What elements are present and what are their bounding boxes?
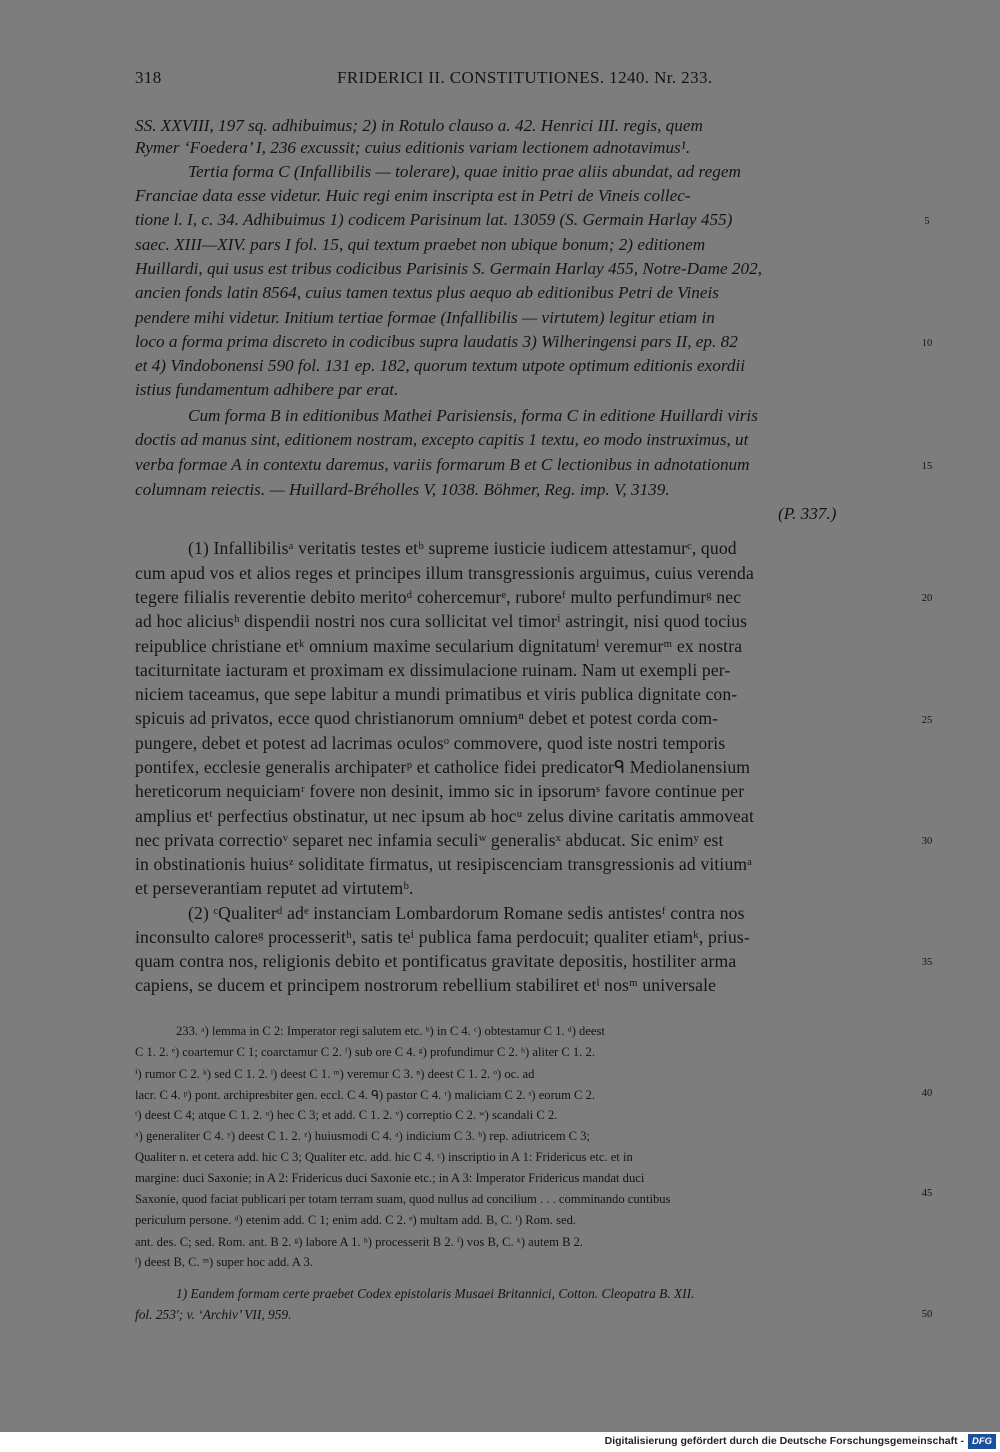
intro-line: verba formae A in contextu daremus, variis formarum B et C lectionibus in adnotationum <box>135 455 750 474</box>
main-line: spicuis ad privatos, ecce quod christianorum omniumⁿ debet et potest corda com- <box>135 708 719 728</box>
apparatus-line: Qualiter n. et cetera add. hic C 3; Qualiter etc. add. hic C 4. ᶜ) inscriptio in A 1: Fridericus etc. et in <box>135 1150 633 1164</box>
main-line: tegere filialis reverentie debito meritoᵈ cohercemurᵉ, ruboreᶠ multo perfundimurᵍ nec <box>135 587 742 607</box>
intro-line: tione l. I, c. 34. Adhibuimus 1) codicem Parisinum lat. 13059 (S. Germain Harlay 455) <box>135 210 733 229</box>
apparatus-line: ˣ) generaliter C 4. ʸ) deest C 1. 2. ᶻ) huiusmodi C 4. ᵃ) indicium C 3. ᵇ) rep. adiutricem C 3; <box>135 1129 591 1143</box>
intro-line: ancien fonds latin 8564, cuius tamen textus plus aequo ab editionibus Petri de Vineis <box>135 283 719 302</box>
intro-line: et 4) Vindobonensi 590 fol. 131 ep. 182, quorum textum utpote optimum editionis exordii <box>135 356 746 375</box>
main-line: cum apud vos et alios reges et principes illum transgressionis arguimus, cuius verenda <box>135 563 754 583</box>
intro-line: Tertia forma C (Infallibilis — tolerare), quae initio prae aliis abundat, ad regem <box>188 162 741 181</box>
line-number: 50 <box>921 1309 933 1320</box>
main-line: nec privata correctioᵛ separet nec infamia seculiʷ generalisˣ abducat. Sic enimʸ est <box>135 830 724 850</box>
apparatus-line: C 1. 2. ᵉ) coartemur C 1; coarctamur C 2. ᶠ) sub ore C 4. ᵍ) profundimur C 2. ʰ) aliter C 1. 2. <box>135 1045 595 1059</box>
apparatus-line: ⁱ) rumor C 2. ᵏ) sed C 1. 2. ˡ) deest C 1. ᵐ) veremur C 3. ⁿ) deest C 1. 2. ᵒ) oc. ad <box>135 1067 535 1081</box>
intro-line: Rymer ‘Foedera’ I, 236 excussit; cuius editionis variam lectionem adnotavimus¹. <box>135 138 691 157</box>
main-line: ad hoc aliciusʰ dispendii nostri nos cura sollicitat vel timorⁱ astringit, nisi quod tocius <box>135 611 748 631</box>
line-number: 20 <box>921 593 933 604</box>
main-line: niciem taceamus, que sepe labitur a mundi primatibus et viris publica dignitate con- <box>135 684 738 704</box>
line-number: 35 <box>921 957 933 968</box>
apparatus-line: periculum persone. ᵈ) etenim add. C 1; enim add. C 2. ᵉ) multam add. B, C. ᶠ) Rom. sed. <box>135 1213 577 1227</box>
main-line: inconsulto caloreᵍ processeritʰ, satis teⁱ publica fama perdocuit; qualiter etiamᵏ, prius- <box>135 927 750 947</box>
apparatus-line: ᵗ) deest C 4; atque C 1. 2. ᵘ) hec C 3; et add. C 1. 2. ᵛ) correptio C 2. ʷ) scandali C 2. <box>135 1108 558 1122</box>
intro-line: Huillardi, qui usus est tribus codicibus Parisinis S. Germain Harlay 455, Notre-Dame 202, <box>135 259 763 278</box>
footer-bar <box>0 1432 1000 1452</box>
main-line: et perseverantiam reputet ad virtutemᵇ. <box>135 878 414 898</box>
line-number: 45 <box>921 1188 933 1199</box>
apparatus-line: ant. des. C; sed. Rom. ant. B 2. ᵍ) labore A 1. ʰ) processerit B 2. ⁱ) vos B, C. ᵏ) autem B 2. <box>135 1235 584 1249</box>
page-number: 318 <box>135 68 162 87</box>
apparatus-line: margine: duci Saxonie; in A 2: Fridericus duci Saxonie etc.; in A 3: Imperator Fridericus mandat duci <box>135 1171 645 1185</box>
main-line: in obstinationis huiusᶻ soliditate firmatus, ut resipiscenciam transgressionis ad vitiumᵃ <box>135 854 753 874</box>
main-line: amplius etᵗ perfectius obstinatur, ut nec ipsum ab hocᵘ zelus divine caritatis ammoveat <box>135 806 755 826</box>
running-title: FRIDERICI II. CONSTITUTIONES. 1240. Nr. 233. <box>337 68 713 87</box>
main-line: pontifex, ecclesie generalis archipaterᵖ et catholice fidei predicatorᑫ Mediolanensium <box>135 757 751 777</box>
intro-line: Franciae data esse videtur. Huic regi enim inscripta est in Petri de Vineis collec- <box>135 186 691 205</box>
main-line: reipublice christiane etᵏ omnium maxime secularium dignitatumˡ veremurᵐ ex nostra <box>135 636 743 656</box>
intro-line: saec. XIII—XIV. pars I fol. 15, qui textum praebet non ubique bonum; 2) editionem <box>135 235 706 254</box>
intro-line: (P. 337.) <box>778 504 837 523</box>
main-line: taciturnitate iacturam et proximam ex dissimulacione ruinam. Nam ut exempli per- <box>135 660 731 680</box>
footnote-line: 1) Eandem formam certe praebet Codex epistolaris Musaei Britannici, Cotton. Cleopatra B. XII. <box>176 1286 695 1301</box>
intro-line: pendere mihi videtur. Initium tertiae formae (Infallibilis — virtutem) legitur etiam in <box>135 308 715 327</box>
line-number: 40 <box>921 1088 933 1099</box>
main-line: (1) Infallibilisᵃ veritatis testes etᵇ supreme iusticie iudicem attestamurᶜ, quod <box>188 538 737 558</box>
apparatus-line: Saxonie, quod faciat publicari per totam terram suam, quod nullus ad concilium . . . comminando cuntibus <box>135 1192 671 1206</box>
intro-line: istius fundamentum adhibere par erat. <box>135 380 399 399</box>
main-line: pungere, debet et potest ad lacrimas oculosᵒ commovere, quod iste nostri temporis <box>135 733 726 753</box>
footnote-line: fol. 253'; v. ‘Archiv’ VII, 959. <box>135 1307 292 1322</box>
line-number: 5 <box>924 216 930 227</box>
intro-line: doctis ad manus sint, editionem nostram, excepto capitis 1 textu, eo modo instruximus, ut <box>135 430 749 449</box>
main-line: capiens, se ducem et principem nostrorum rebellium stabiliret etˡ nosᵐ universale <box>135 975 717 995</box>
main-line: hereticorum nequiciamʳ fovere non desinit, immo sic in ipsorumˢ favore continue per <box>135 781 745 801</box>
line-number: 15 <box>921 461 933 472</box>
intro-line: Cum forma B in editionibus Mathei Parisiensis, forma C in editione Huillardi viris <box>188 406 758 425</box>
line-number: 30 <box>921 836 933 847</box>
main-line: (2) ᶜQualiterᵈ adᵉ instanciam Lombardorum Romane sedis antistesᶠ contra nos <box>188 903 745 923</box>
funding-credit: Digitalisierung gefördert durch die Deutsche Forschungsgemeinschaft - <box>604 1435 964 1447</box>
apparatus-line: 233. ᵃ) lemma in C 2: Imperator regi salutem etc. ᵇ) in C 4. ᶜ) obtestamur C 1. ᵈ) deest <box>176 1024 605 1038</box>
dfg-logo: DFG <box>968 1434 996 1449</box>
intro-line: columnam reiectis. — Huillard-Bréholles V, 1038. Böhmer, Reg. imp. V, 3139. <box>135 480 670 499</box>
apparatus-line: lacr. C 4. ᵖ) pont. archipresbiter gen. eccl. C 4. ᑫ) pastor C 4. ʳ) maliciam C 2. ˢ) eorum C 2. <box>135 1088 596 1102</box>
intro-line: SS. XXVIII, 197 sq. adhibuimus; 2) in Rotulo clauso a. 42. Henrici III. regis, quem <box>135 116 703 135</box>
intro-line: loco a forma prima discreto in codicibus supra laudatis 3) Wilheringensi pars II, ep. 82 <box>135 332 738 351</box>
main-line: quam contra nos, religionis debito et pontificatus gravitate depositis, hostiliter arma <box>135 951 737 971</box>
apparatus-line: ˡ) deest B, C. ᵐ) super hoc add. A 3. <box>135 1255 313 1269</box>
line-number: 25 <box>921 715 933 726</box>
line-number: 10 <box>921 338 933 349</box>
